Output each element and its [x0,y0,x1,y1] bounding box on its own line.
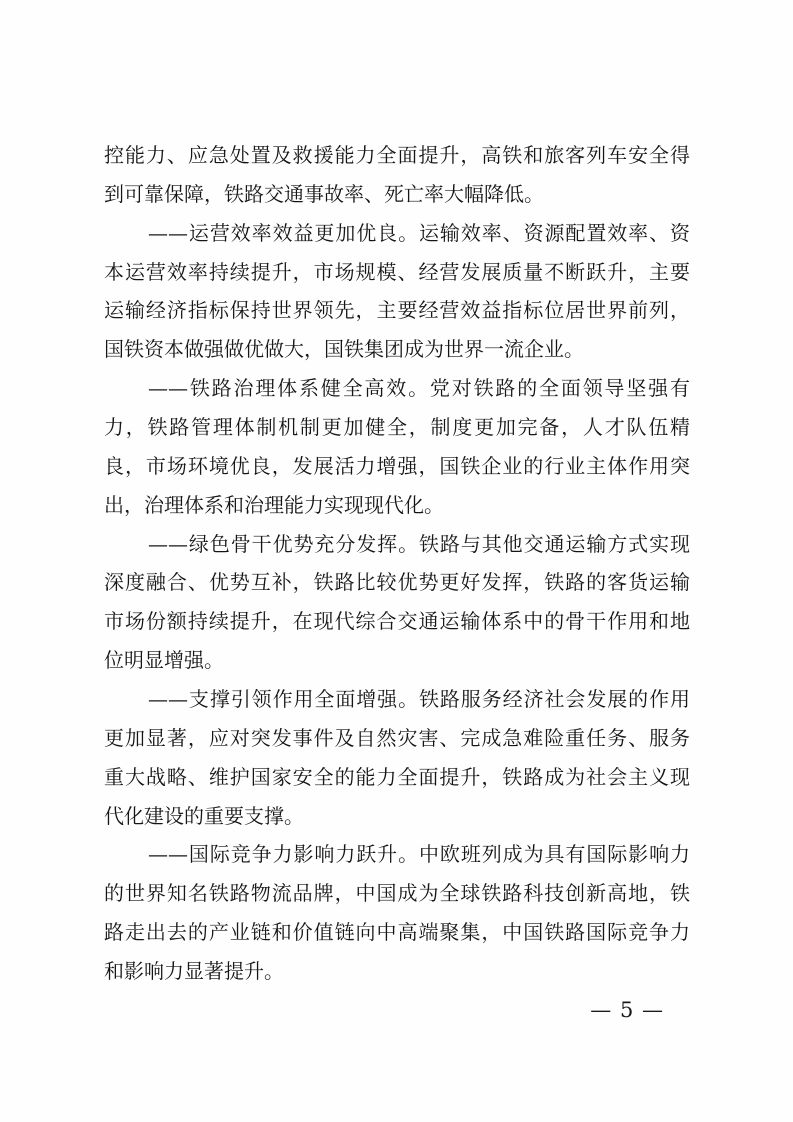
paragraph [104,136,690,214]
paragraph [104,680,690,835]
text-line: ——运营效率效益更加优良。运输效率、资源配置效率、资 [148,220,690,245]
text-line: 代化建设的重要支撑。 [104,803,304,828]
text-line: 力，铁路管理体制机制更加健全，制度更加完备，人才队伍精 [104,415,690,440]
text-line: 良，市场环境优良，发展活力增强，国铁企业的行业主体作用突 [104,453,690,478]
text-line: 的世界知名铁路物流品牌，中国成为全球铁路科技创新高地，铁 [104,881,690,906]
text-line: ——绿色骨干优势充分发挥。铁路与其他交通运输方式实现 [148,531,690,556]
text-line: 本运营效率持续提升，市场规模、经营发展质量不断跃升，主要 [104,259,690,284]
text-line: 路走出去的产业链和价值链向中高端聚集，中国铁路国际竞争力 [104,920,690,945]
text-line: 出，治理体系和治理能力实现现代化。 [104,492,444,517]
paragraph [104,525,690,680]
text-line: ——支撑引领作用全面增强。铁路服务经济社会发展的作用 [148,687,690,712]
text-line: 运输经济指标保持世界领先，主要经营效益指标位居世界前列， [104,298,690,323]
paragraph [104,835,690,990]
text-line: ——国际竞争力影响力跃升。中欧班列成为具有国际影响力 [148,842,690,867]
text-line: 控能力、应急处置及救援能力全面提升，高铁和旅客列车安全得 [104,143,690,167]
text-block [104,136,690,991]
paragraph [104,369,690,524]
text-line: ——铁路治理体系健全高效。党对铁路的全面领导坚强有 [148,376,690,401]
page-number: — 5 — [590,998,664,1022]
text-line: 和影响力显著提升。 [104,959,284,984]
paragraph [104,214,690,369]
text-line: 位明显增强。 [104,648,224,673]
text-line: 到可靠保障，铁路交通事故率、死亡率大幅降低。 [104,181,544,206]
text-line: 深度融合、优势互补，铁路比较优势更好发挥，铁路的客货运输 [104,570,690,595]
text-line: 更加显著，应对突发事件及自然灾害、完成急难险重任务、服务 [104,725,690,750]
text-line: 国铁资本做强做优做大，国铁集团成为世界一流企业。 [104,337,584,362]
text-line: 重大战略、维护国家安全的能力全面提升，铁路成为社会主义现 [104,764,690,789]
text-line: 市场份额持续提升，在现代综合交通运输体系中的骨干作用和地 [104,609,690,634]
